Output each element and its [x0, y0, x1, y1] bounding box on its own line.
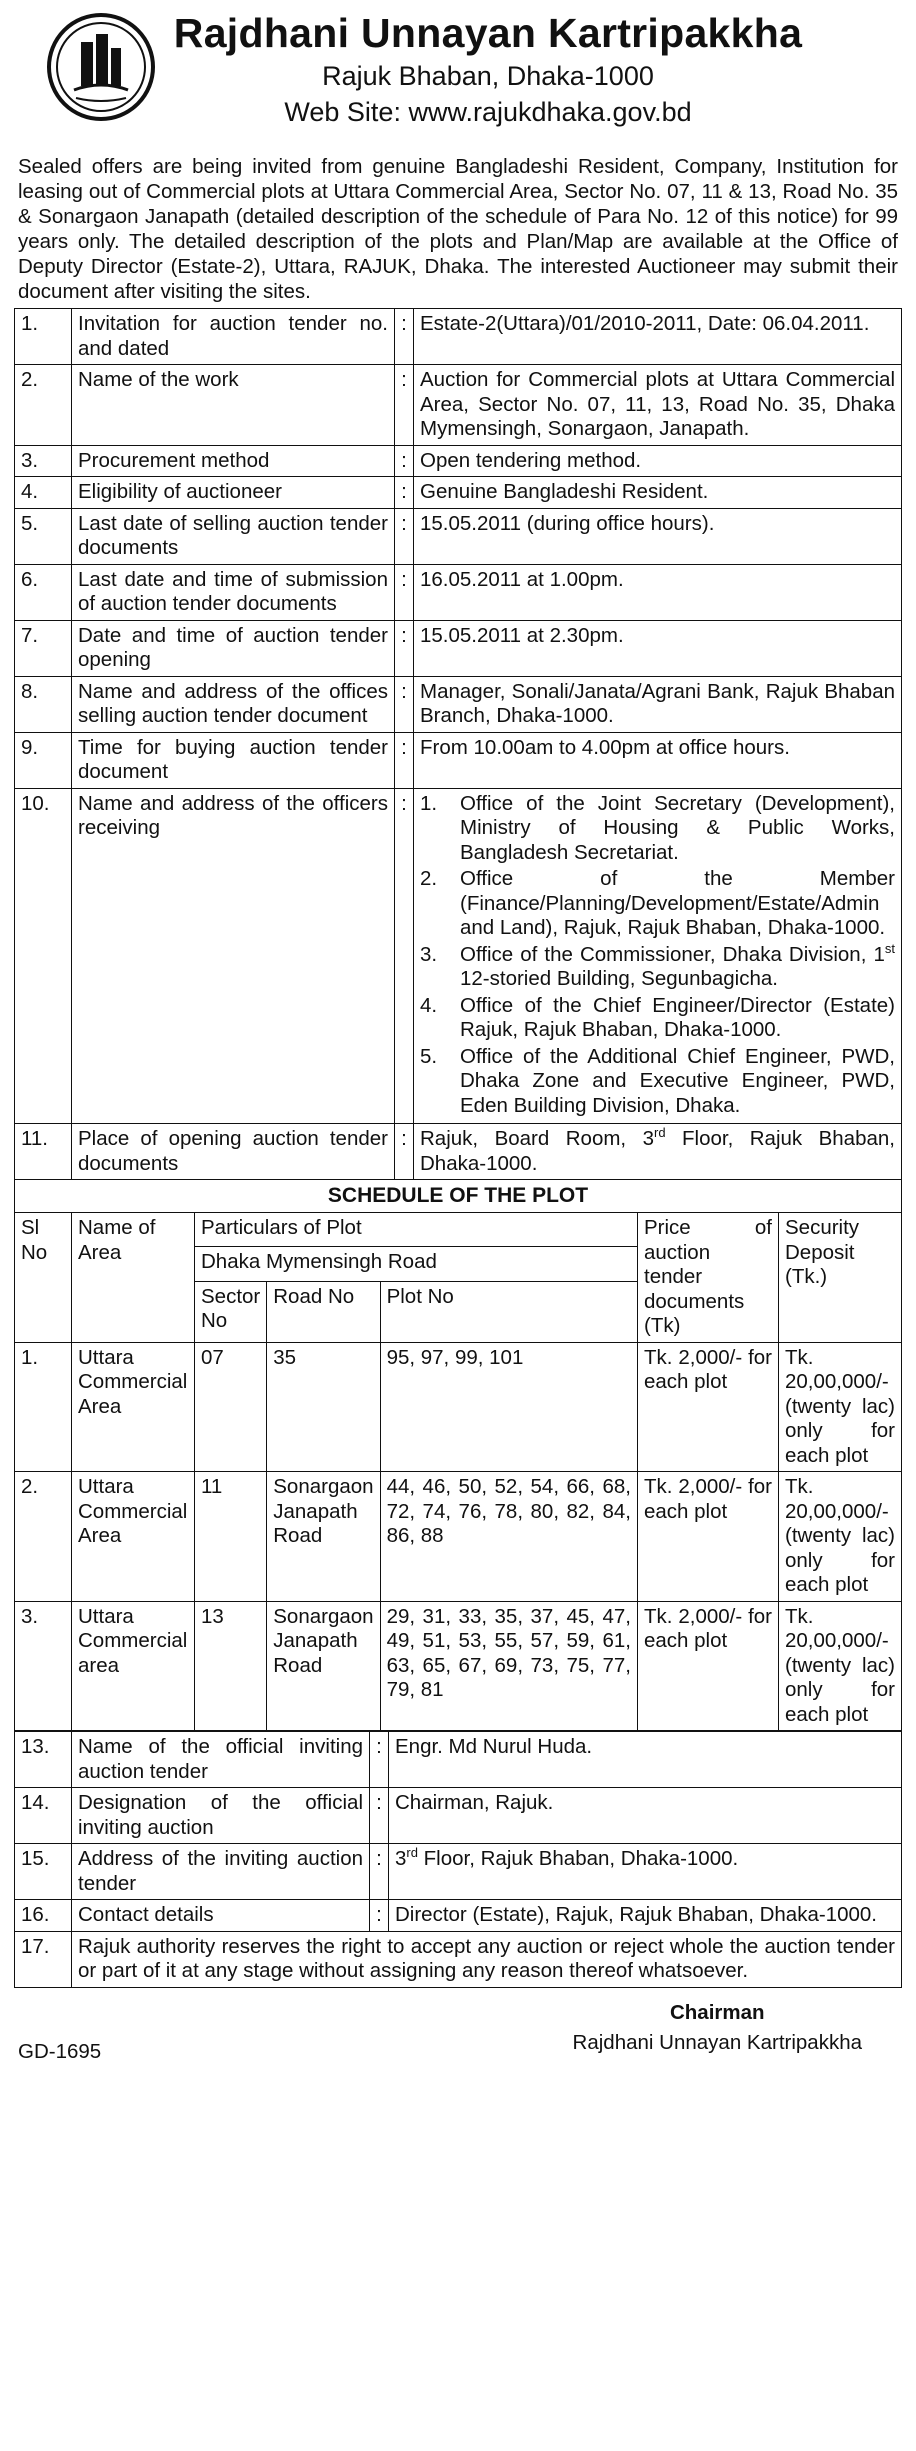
signatory-title: Chairman — [669, 2000, 765, 2024]
value-part: Floor, Rajuk Bhaban, Dhaka-1000. — [417, 1847, 739, 1870]
row-value: 16.05.2011 at 1.00pm. — [414, 564, 902, 620]
header-sector: Sector No — [195, 1281, 267, 1342]
row-number: 1. — [15, 309, 72, 365]
row-value: Genuine Bangladeshi Resident. — [414, 477, 902, 509]
schedule-row — [15, 1342, 902, 1472]
header-road: Road No — [267, 1281, 380, 1342]
row-number: 8. — [15, 676, 72, 732]
row-number: 10. — [15, 788, 72, 1124]
header-particulars: Particulars of Plot — [195, 1213, 638, 1247]
office-item — [420, 940, 895, 992]
header-deposit: Security Deposit (Tk.) — [779, 1213, 902, 1343]
row-number: 14. — [15, 1788, 72, 1844]
office-number: 4. — [420, 993, 438, 1017]
schedule-price: Tk. 2,000/- for each plot — [638, 1472, 779, 1602]
intro-paragraph: Sealed offers are being invited from genuine Bangladeshi Resident, Company, Institution for leasing out of Commercial plots at Uttara Commercial Area, Sector No. 07, 11 & 13, Road No. 35 & Sonargaon Janapath (detailed description of the schedule of Para No. 12 of this notice) for 99 years only. The detailed description of the plots and Plan/Map are available at the Office of Deputy Director (Estate-2), Uttara, RAJUK, Dhaka. The interested Auctioneer may submit their document after visiting the sites. — [18, 155, 898, 303]
signature-block — [573, 1998, 862, 2058]
schedule-row — [15, 1601, 902, 1731]
schedule-sl: 2. — [15, 1472, 72, 1602]
table-row-11 — [15, 1124, 902, 1180]
receiving-offices — [414, 788, 902, 1124]
notice-page — [14, 8, 902, 2072]
schedule-plots: 29, 31, 33, 35, 37, 45, 47, 49, 51, 53, 55, 57, 59, 61, 63, 65, 67, 69, 73, 75, 77, 79, 81 — [380, 1601, 637, 1731]
row-colon: : — [395, 676, 414, 732]
row-label: Invitation for auction tender no. and dated — [72, 309, 395, 365]
notice-header — [14, 8, 902, 148]
schedule-area: Uttara Commercial Area — [72, 1342, 195, 1472]
header-plot: Plot No — [380, 1281, 637, 1342]
details-table — [14, 308, 902, 1180]
row-label: Last date of selling auction tender documents — [72, 508, 395, 564]
table-row — [15, 620, 902, 676]
schedule-deposit: Tk. 20,00,000/- (twenty lac) only for each plot — [779, 1472, 902, 1602]
row-label: Time for buying auction tender document — [72, 732, 395, 788]
row-value: Rajuk authority reserves the right to accept any auction or reject whole the auction tender or part of it at any stage without assigning any reason thereof whatsoever. — [72, 1931, 902, 1987]
row-colon: : — [370, 1788, 389, 1844]
row-label: Name of the work — [72, 365, 395, 446]
row-number: 15. — [15, 1844, 72, 1900]
row-value — [389, 1844, 902, 1900]
schedule-header-row — [15, 1213, 902, 1247]
table-row — [15, 676, 902, 732]
row-colon: : — [395, 445, 414, 477]
office-text: Office of the Joint Secretary (Development), Ministry of Housing & Public Works, Bangladesh Secretariat. — [460, 791, 895, 864]
row-number: 11. — [15, 1124, 72, 1180]
office-text: Office of the Commissioner, Dhaka Division, 1st 12-storied Building, Segunbagicha. — [460, 940, 895, 990]
row-colon: : — [370, 1844, 389, 1900]
row-number: 13. — [15, 1732, 72, 1788]
schedule-price: Tk. 2,000/- for each plot — [638, 1342, 779, 1472]
row-value: Chairman, Rajuk. — [389, 1788, 902, 1844]
row-number: 2. — [15, 365, 72, 446]
office-text: Office of the Chief Engineer/Director (Estate) Rajuk, Rajuk Bhaban, Dhaka-1000. — [460, 993, 895, 1041]
office-text: Office of the Member (Finance/Planning/Development/Estate/Admin and Land), Rajuk, Rajuk Bhaban, Dhaka-1000. — [460, 867, 895, 939]
table-row — [15, 732, 902, 788]
table-row — [15, 445, 902, 477]
schedule-plots: 44, 46, 50, 52, 54, 66, 68, 72, 74, 76, 78, 80, 82, 84, 86, 88 — [380, 1472, 637, 1602]
row-label: Place of opening auction tender documents — [72, 1124, 395, 1180]
row-label: Address of the inviting auction tender — [72, 1844, 370, 1900]
signatory-org: Rajdhani Unnayan Kartripakkha — [572, 2030, 862, 2054]
table-row-16 — [15, 1900, 902, 1932]
row-colon: : — [395, 564, 414, 620]
office-item — [420, 792, 895, 866]
row-colon: : — [395, 365, 414, 446]
row-value: Engr. Md Nurul Huda. — [389, 1732, 902, 1788]
schedule-row — [15, 1472, 902, 1602]
tail-table — [14, 1731, 902, 1988]
row-colon: : — [395, 309, 414, 365]
value-part: 3 — [395, 1847, 407, 1870]
table-row-10 — [15, 788, 902, 1124]
row-number: 5. — [15, 508, 72, 564]
row-colon: : — [395, 1124, 414, 1180]
row-number: 9. — [15, 732, 72, 788]
schedule-price: Tk. 2,000/- for each plot — [638, 1601, 779, 1731]
office-text: Office of the Additional Chief Engineer, PWD, Dhaka Zone and Executive Engineer, PWD, Eden Building Division, Dhaka. — [460, 1044, 895, 1117]
row-label: Last date and time of submission of auction tender documents — [72, 564, 395, 620]
row-value — [414, 1124, 902, 1180]
office-number: 3. — [420, 942, 438, 966]
row-label: Procurement method — [72, 445, 395, 477]
schedule-sl: 1. — [15, 1342, 72, 1472]
value-part: Rajuk, Board Room, 3 — [420, 1127, 654, 1150]
row-colon: : — [370, 1900, 389, 1932]
row-label: Contact details — [72, 1900, 370, 1932]
row-value: Auction for Commercial plots at Uttara Commercial Area, Sector No. 07, 11, 13, Road No. 35, Dhaka Mymensingh, Sonargaon, Janapath. — [414, 365, 902, 446]
schedule-sl: 3. — [15, 1601, 72, 1731]
office-number: 1. — [420, 791, 438, 815]
row-number: 17. — [15, 1931, 72, 1987]
notice-footer — [14, 1988, 902, 2072]
table-row-15 — [15, 1844, 902, 1900]
office-item — [420, 1045, 895, 1119]
gd-reference: GD-1695 — [18, 2039, 102, 2063]
schedule-sector: 11 — [195, 1472, 267, 1602]
row-value: From 10.00am to 4.00pm at office hours. — [414, 732, 902, 788]
table-row — [15, 1732, 902, 1788]
row-number: 4. — [15, 477, 72, 509]
schedule-road: Sonargaon Janapath Road — [267, 1601, 380, 1731]
table-row — [15, 564, 902, 620]
office-number: 2. — [420, 867, 438, 890]
row-colon: : — [395, 732, 414, 788]
superscript: rd — [406, 1845, 418, 1861]
header-sl: Sl No — [15, 1213, 72, 1343]
org-title: Rajdhani Unnayan Kartripakkha — [173, 10, 803, 56]
row-colon: : — [395, 788, 414, 1124]
row-value: 15.05.2011 (during office hours). — [414, 508, 902, 564]
row-number: 16. — [15, 1900, 72, 1932]
table-row — [15, 477, 902, 509]
table-row-17 — [15, 1931, 902, 1987]
offices-list — [420, 792, 895, 1119]
row-label: Name and address of the officers receiving — [72, 788, 395, 1124]
org-website[interactable]: Web Site: www.rajukdhaka.gov.bd — [284, 97, 692, 127]
row-label: Eligibility of auctioneer — [72, 477, 395, 509]
schedule-table — [14, 1212, 902, 1731]
table-row — [15, 508, 902, 564]
table-row — [15, 309, 902, 365]
org-address: Rajuk Bhaban, Dhaka-1000 — [322, 61, 654, 91]
schedule-area: Uttara Commercial area — [72, 1601, 195, 1731]
row-value: Open tendering method. — [414, 445, 902, 477]
schedule-title: SCHEDULE OF THE PLOT — [14, 1180, 902, 1212]
header-road-group: Dhaka Mymensingh Road — [195, 1247, 638, 1281]
row-colon: : — [370, 1732, 389, 1788]
schedule-sector: 07 — [195, 1342, 267, 1472]
row-number: 7. — [15, 620, 72, 676]
header-price: Price of auction tender documents (Tk) — [638, 1213, 779, 1343]
schedule-road: 35 — [267, 1342, 380, 1472]
row-value: Estate-2(Uttara)/01/2010-2011, Date: 06.04.2011. — [414, 309, 902, 365]
row-value: 15.05.2011 at 2.30pm. — [414, 620, 902, 676]
table-row — [15, 1788, 902, 1844]
value-part: Floor, Rajuk Bhaban, Dhaka-1000. — [420, 1127, 895, 1175]
superscript: st — [884, 940, 895, 956]
row-number: 6. — [15, 564, 72, 620]
schedule-deposit: Tk. 20,00,000/- (twenty lac) only for each plot — [779, 1342, 902, 1472]
row-value: Manager, Sonali/Janata/Agrani Bank, Rajuk Bhaban Branch, Dhaka-1000. — [414, 676, 902, 732]
row-label: Date and time of auction tender opening — [72, 620, 395, 676]
header-area: Name of Area — [72, 1213, 195, 1343]
office-number: 5. — [420, 1044, 438, 1068]
row-colon: : — [395, 620, 414, 676]
office-item — [420, 994, 895, 1043]
row-label: Name and address of the offices selling auction tender document — [72, 676, 395, 732]
schedule-plots: 95, 97, 99, 101 — [380, 1342, 637, 1472]
schedule-sector: 13 — [195, 1601, 267, 1731]
table-row — [15, 365, 902, 446]
schedule-deposit: Tk. 20,00,000/- (twenty lac) only for each plot — [779, 1601, 902, 1731]
schedule-area: Uttara Commercial Area — [72, 1472, 195, 1602]
row-colon: : — [395, 477, 414, 509]
row-value: Director (Estate), Rajuk, Rajuk Bhaban, Dhaka-1000. — [389, 1900, 902, 1932]
row-label: Name of the official inviting auction tender — [72, 1732, 370, 1788]
row-label: Designation of the official inviting auction — [72, 1788, 370, 1844]
office-item — [420, 867, 895, 941]
schedule-road: Sonargaon Janapath Road — [267, 1472, 380, 1602]
row-colon: : — [395, 508, 414, 564]
row-number: 3. — [15, 445, 72, 477]
superscript: rd — [653, 1125, 666, 1141]
